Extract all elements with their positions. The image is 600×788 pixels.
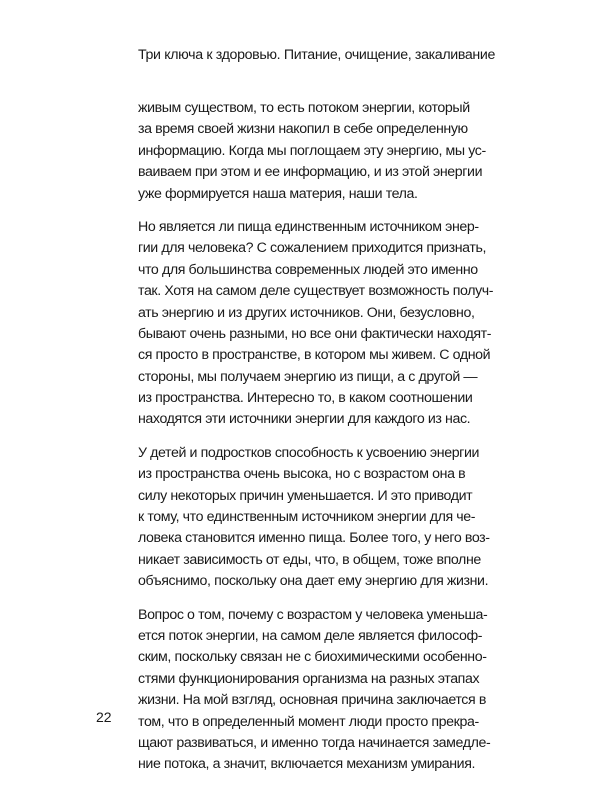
text-line: ся просто в пространстве, в котором мы живем. С одной bbox=[138, 347, 491, 364]
text-line: из пространства очень высока, но с возрастом она в bbox=[138, 466, 466, 483]
text-line: бывают очень разными, но все они фактически находят- bbox=[138, 325, 492, 342]
text-line: ать энергию и из других источников. Они, безусловно, bbox=[138, 304, 475, 321]
text-line: гии для человека? С сожалением приходится признать, bbox=[138, 240, 486, 257]
text-line: информацию. Когда мы поглощаем эту энергию, мы ус- bbox=[138, 142, 486, 159]
text-line: из пространства. Интересно то, в каком соотношении bbox=[138, 390, 473, 407]
text-line: У детей и подростков способность к усвоению энергии bbox=[138, 444, 480, 461]
text-line: объяснимо, поскольку она дает ему энергию для жизни. bbox=[138, 573, 489, 590]
text-line: ским, поскольку связан не с биохимическими особенно- bbox=[138, 649, 487, 666]
paragraph bbox=[138, 217, 494, 431]
text-line: Вопрос о том, почему с возрастом у человека уменьша- bbox=[138, 606, 488, 623]
page-number: 22 bbox=[96, 709, 112, 725]
text-line: никает зависимость от еды, что, в общем, тоже вполне bbox=[138, 551, 481, 568]
text-line: том, что в определенный момент люди просто прекра- bbox=[138, 713, 479, 730]
body-text bbox=[138, 98, 494, 788]
running-head: Три ключа к здоровью. Питание, очищение, закаливание bbox=[138, 47, 496, 63]
text-line: находятся эти источники энергии для каждого из нас. bbox=[138, 411, 471, 428]
text-line: уже формируется наша материя, наши тела. bbox=[138, 185, 418, 202]
text-line: ние потока, а значит, включается механизм умирания. bbox=[138, 756, 476, 773]
text-line: к тому, что единственным источником энергии для че- bbox=[138, 509, 476, 526]
text-line: стороны, мы получаем энергию из пищи, а с другой — bbox=[138, 368, 478, 385]
paragraph bbox=[138, 443, 490, 593]
text-line: за время своей жизни накопил в себе определенную bbox=[138, 121, 468, 138]
text-line: щают развиваться, и именно тогда начинается замедле- bbox=[138, 734, 491, 751]
text-line: жизни. На мой взгляд, основная причина заключается в bbox=[138, 692, 486, 709]
text-line: стями функционирования организма на разных этапах bbox=[138, 670, 480, 687]
text-line: ловека становится именно пища. Более того, у него воз- bbox=[138, 530, 490, 547]
text-line: живым существом, то есть потоком энергии, который bbox=[138, 100, 470, 116]
text-line: что для большинства современных людей это именно bbox=[138, 261, 478, 278]
paragraph bbox=[138, 605, 491, 776]
text-line: ваиваем при этом и ее информацию, и из этой энергии bbox=[138, 164, 483, 181]
text-line: силу некоторых причин уменьшается. И это приводит bbox=[138, 487, 473, 504]
text-line: ется поток энергии, на самом деле является философ- bbox=[138, 627, 483, 644]
text-line: так. Хотя на самом деле существует возможность получ- bbox=[138, 283, 494, 300]
paragraph bbox=[138, 98, 486, 205]
text-line: Но является ли пища единственным источником энер- bbox=[138, 218, 479, 235]
